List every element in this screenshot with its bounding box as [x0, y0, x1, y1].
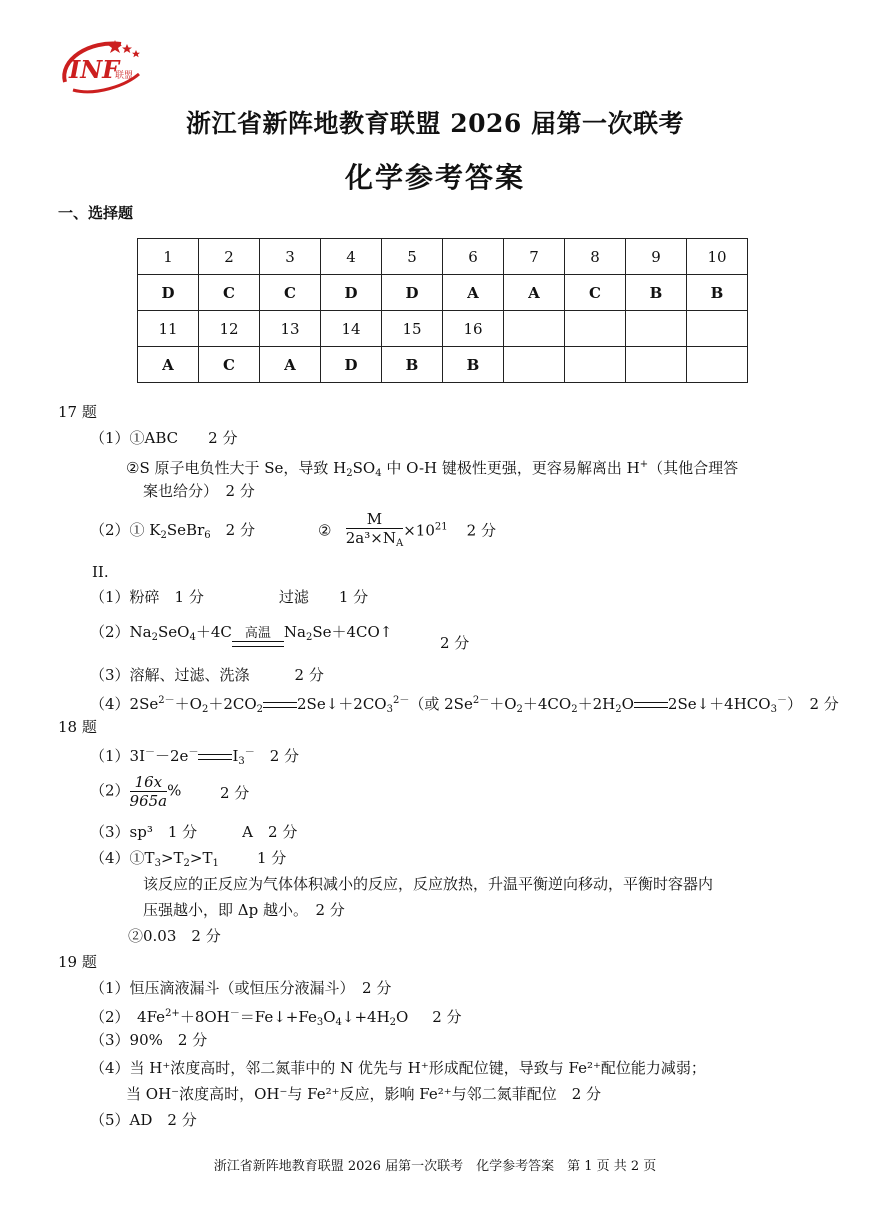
- q19-p2: （2） $4Fe^{2+}+8OH^-=Fe↓+Fe_3O_4↓+4H_2O$ 2 分: [90, 1008, 462, 1028]
- q18-p4-part2: ②0.03 2 分: [128, 927, 221, 945]
- question-number-cell: 12: [199, 311, 260, 347]
- answer-cell: B: [382, 347, 443, 383]
- question-number-cell: 15: [382, 311, 443, 347]
- q18-p2: （2） $\frac{16x}{965a}$ %: [90, 773, 182, 810]
- logo-text: 联盟: [115, 71, 134, 81]
- question-number-cell: 2: [199, 239, 260, 275]
- answer-cell: [626, 347, 687, 383]
- q17-part2-label: II.: [92, 563, 109, 581]
- q17-p2: （2）① $K_2SeBr_6$ 2 分: [90, 521, 255, 541]
- answer-cell: D: [382, 275, 443, 311]
- answer-cell: A: [138, 347, 199, 383]
- table-row-question-numbers: [138, 311, 748, 347]
- q18-p4: $(4)①T_3>T_2>T_1$ 1 分: [90, 849, 287, 869]
- answer-cell: [504, 347, 565, 383]
- density-fraction: $\frac{M}{2a^3\times N_A}$: [345, 510, 404, 549]
- page-footer: 浙江省新阵地教育联盟 2026 届第一次联考 化学参考答案 第 1 页 共 2 页: [213, 1159, 657, 1174]
- question-number-cell: 7: [504, 239, 565, 275]
- svg-text:INF: INF: [69, 55, 120, 84]
- percent-fraction: $\frac{16x}{965a}$: [129, 773, 168, 810]
- question-number-cell: 14: [321, 311, 382, 347]
- q17-p2-density: ② $\frac{M}{2a^3\times N_A}$ $\times 10^{21}$ 2 分: [318, 510, 496, 553]
- q19-p1: （1）恒压滴液漏斗（或恒压分液漏斗） 2 分: [90, 979, 392, 997]
- q17-ii1: （1）粉碎 1 分 过滤 1 分: [90, 588, 369, 606]
- question-number-cell: 6: [443, 239, 504, 275]
- q18-p1: （1）3I－－2e－ $I_3^-$ 2 分: [90, 747, 300, 767]
- answer-subtitle: 化学参考答案: [344, 161, 525, 194]
- q19-p4-cont: 当 OH⁻浓度高时，OH⁻与 Fe²⁺反应，影响 Fe²⁺与邻二氮菲配位 2 分: [126, 1085, 601, 1103]
- q19-p5: （5）AD 2 分: [90, 1111, 197, 1129]
- high-temp-condition: 高温: [232, 627, 284, 647]
- q17-ii3: （3）溶解、过滤、洗涤 2 分: [90, 666, 324, 684]
- answer-cell: C: [565, 275, 626, 311]
- question-number-cell: [565, 311, 626, 347]
- q17-p1: （1）①ABC 2 分: [90, 429, 238, 447]
- answer-cell: C: [260, 275, 321, 311]
- table-row-question-numbers: [138, 239, 748, 275]
- q18-p2-score: 2 分: [220, 784, 250, 802]
- answer-cell: D: [138, 275, 199, 311]
- question-number-cell: 8: [565, 239, 626, 275]
- section-choice-title: 一、选择题: [58, 204, 134, 222]
- q19-label: 19 题: [58, 953, 97, 971]
- alliance-logo: [55, 36, 145, 98]
- q18-p4-explain-cont: 压强越小，即 Δp 越小。 2 分: [143, 901, 345, 919]
- answer-cell: A: [260, 347, 321, 383]
- answer-cell: C: [199, 275, 260, 311]
- answer-cell: B: [687, 275, 748, 311]
- answer-cell: A: [504, 275, 565, 311]
- q17-ii2: $(2)Na_2SeO_4+4C$ 高温 $Na_2Se+4CO↑$: [90, 622, 392, 648]
- question-number-cell: [687, 311, 748, 347]
- question-number-cell: 4: [321, 239, 382, 275]
- q19-p3: （3）90% 2 分: [90, 1031, 208, 1049]
- question-number-cell: 3: [260, 239, 321, 275]
- answer-cell: B: [626, 275, 687, 311]
- question-number-cell: [504, 311, 565, 347]
- q18-label: 18 题: [58, 718, 97, 736]
- question-number-cell: 10: [687, 239, 748, 275]
- q17-ii4: $(4)2Se^{2-}+O_2+2CO_2$ $2Se↓+2CO_3^{2-}$（或 $2Se^{2-}+O_2+4CO_2+2H_2O$ $2Se↓+4HCO_3^-$） 2 分: [90, 695, 839, 715]
- choice-answer-table: [137, 238, 748, 383]
- answer-cell: C: [199, 347, 260, 383]
- table-row-answers: [138, 347, 748, 383]
- question-number-cell: 1: [138, 239, 199, 275]
- answer-cell: B: [443, 347, 504, 383]
- question-number-cell: [626, 311, 687, 347]
- q17-label: 17 题: [58, 403, 97, 421]
- q17-ii2-score: 2 分: [440, 634, 470, 652]
- table-row-answers: [138, 275, 748, 311]
- question-number-cell: 11: [138, 311, 199, 347]
- question-number-cell: 13: [260, 311, 321, 347]
- question-number-cell: 16: [443, 311, 504, 347]
- answer-cell: D: [321, 347, 382, 383]
- question-number-cell: 5: [382, 239, 443, 275]
- answer-cell: A: [443, 275, 504, 311]
- answer-cell: [687, 347, 748, 383]
- q18-p3: （3）sp³ 1 分 A 2 分: [90, 823, 298, 841]
- answer-cell: [565, 347, 626, 383]
- question-number-cell: 9: [626, 239, 687, 275]
- answer-cell: D: [321, 275, 382, 311]
- q18-p4-explain: 该反应的正反应为气体体积减小的反应，反应放热，升温平衡逆向移动，平衡时容器内: [143, 875, 714, 893]
- q17-p1b: ②S 原子电负性大于 Se，导致 $H_2SO_4$ 中 O-H 键极性更强，更容易解离出 H+（其他合理答: [126, 459, 739, 479]
- exam-title: 浙江省新阵地教育联盟 2026 届第一次联考: [186, 109, 684, 138]
- q19-p4: （4）当 H⁺浓度高时，邻二氮菲中的 N 优先与 H⁺形成配位键，导致与 Fe²⁺配位能力减弱；: [90, 1059, 706, 1077]
- q17-p1b-cont: 案也给分） 2 分: [143, 482, 255, 500]
